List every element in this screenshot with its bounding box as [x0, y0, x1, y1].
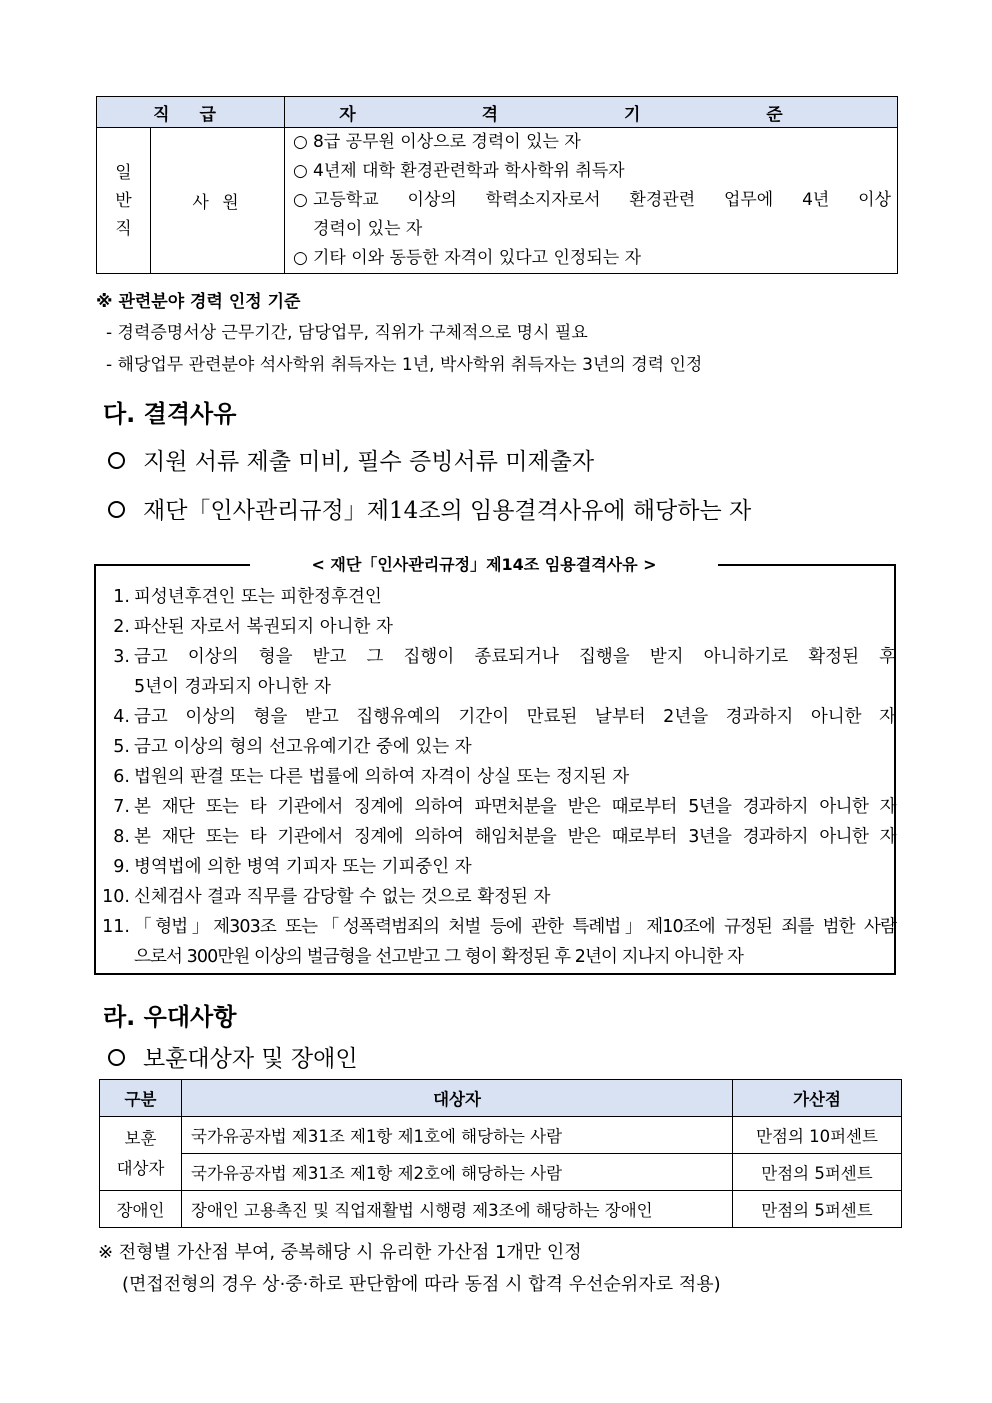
- rule-number: 5.: [113, 737, 130, 757]
- target-cell: 국가유공자법 제31조 제1항 제1호에 해당하는 사람: [182, 1117, 733, 1154]
- rule-item: [100, 912, 896, 942]
- rule-text: 으로서 300만원 이상의 벌금형을 선고받고 그 형이 확정된 후 2년이 지나지 아니한 자: [134, 947, 744, 967]
- criteria-item: ○ 기타 이와 동등한 자격이 있다고 인정되는 자: [293, 244, 891, 273]
- disqualification-item: 지원 서류 제출 미비, 필수 증빙서류 미제출자: [108, 443, 594, 476]
- footnote-line: (면접전형의 경우 상·중·하로 판단함에 따라 동점 시 합격 우선순위자로 적용): [122, 1274, 721, 1295]
- header-criteria: 자 격 기 준: [285, 97, 898, 128]
- criteria-cell: [285, 128, 898, 274]
- rule-number: 10.: [102, 887, 130, 907]
- circle-bullet: ○: [293, 190, 308, 210]
- group-disabled: 장애인: [100, 1191, 182, 1228]
- rule-item: [100, 852, 896, 882]
- career-note-item: - 해당업무 관련분야 석사학위 취득자는 1년, 박사학위 취득자는 3년의 경력 인정: [106, 355, 703, 375]
- rule-text: 피성년후견인 또는 피한정후견인: [134, 587, 382, 607]
- ring-bullet-icon: [108, 501, 125, 518]
- points-cell: 만점의 10퍼센트: [733, 1117, 902, 1154]
- group-veterans: 보훈 대상자: [100, 1117, 182, 1191]
- rule-number: 2.: [113, 617, 130, 637]
- category-char: 일: [115, 162, 132, 183]
- ring-bullet-icon: [108, 1049, 125, 1066]
- rule-text: 본 재단 또는 타 기관에서 징계에 의하여 해임처분을 받은 때로부터 3년을 경과하지 아니한 자: [134, 827, 896, 847]
- circle-bullet: ○: [293, 248, 308, 268]
- points-cell: 만점의 5퍼센트: [733, 1191, 902, 1228]
- preference-table: [99, 1079, 902, 1228]
- rule-text: 「형법」제303조 또는「성폭력범죄의 처벌 등에 관한 특례법」제10조에 규정된 죄를 범한 사람: [134, 917, 896, 937]
- career-note-title: ※ 관련분야 경력 인정 기준: [96, 292, 301, 312]
- rule-item: [100, 792, 896, 822]
- position-cell: 사 원: [151, 128, 285, 274]
- rule-text: 금고 이상의 형을 받고 그 집행이 종료되거나 집행을 받지 아니하기로 확정된 후: [134, 647, 896, 667]
- rule-item: [100, 732, 896, 762]
- rules-list: [100, 582, 896, 972]
- rule-item: [100, 582, 896, 612]
- rule-item: [100, 762, 896, 792]
- criteria-item: ○ 4년제 대학 환경관련학과 학사학위 취득자: [293, 157, 891, 186]
- rule-number: 7.: [113, 797, 130, 817]
- category-cell: [97, 128, 151, 274]
- circle-bullet: ○: [293, 132, 308, 152]
- ring-bullet-icon: [108, 452, 125, 469]
- points-cell: 만점의 5퍼센트: [733, 1154, 902, 1191]
- rule-text: 신체검사 결과 직무를 감당할 수 없는 것으로 확정된 자: [134, 887, 551, 907]
- rule-text: 금고 이상의 형의 선고유예기간 중에 있는 자: [134, 737, 472, 757]
- rule-number: 1.: [113, 587, 130, 607]
- target-cell: 장애인 고용촉진 및 직업재활법 시행령 제3조에 해당하는 장애인: [182, 1191, 733, 1228]
- rule-item: [100, 612, 896, 642]
- rule-text: 본 재단 또는 타 기관에서 징계에 의하여 파면처분을 받은 때로부터 5년을 경과하지 아니한 자: [134, 797, 896, 817]
- rule-text: 금고 이상의 형을 받고 집행유예의 기간이 만료된 날부터 2년을 경과하지 아니한 자: [134, 707, 896, 727]
- preference-item: 보훈대상자 및 장애인: [108, 1040, 358, 1073]
- header-points: 가산점: [733, 1080, 902, 1117]
- disqualification-item: 재단「인사관리규정」제14조의 임용결격사유에 해당하는 자: [108, 492, 751, 525]
- career-note-item: - 경력증명서상 근무기간, 담당업무, 직위가 구체적으로 명시 필요: [106, 323, 588, 343]
- category-char: 반: [115, 190, 132, 211]
- section-title-preference: 라. 우대사항: [103, 1003, 237, 1031]
- rule-number: 4.: [113, 707, 130, 727]
- rule-item: [100, 642, 896, 672]
- rule-text: 5년이 경과되지 아니한 자: [134, 677, 331, 697]
- section-title-disqualification: 다. 결격사유: [103, 400, 237, 428]
- circle-bullet: ○: [293, 161, 308, 181]
- criteria-item: ○ 고등학교 이상의 학력소지자로서 환경관련 업무에 4년 이상: [293, 186, 891, 215]
- header-grade: 직 급: [97, 97, 285, 128]
- category-char: 직: [115, 218, 132, 239]
- header-category: 구분: [100, 1080, 182, 1117]
- rule-number: 11.: [102, 917, 130, 937]
- rule-item: [100, 882, 896, 912]
- criteria-item-continued: 경력이 있는 자: [313, 219, 423, 239]
- rule-number: 3.: [113, 647, 130, 667]
- criteria-item: ○ 8급 공무원 이상으로 경력이 있는 자: [293, 128, 891, 157]
- qualification-table: [96, 96, 898, 274]
- rule-item: [100, 702, 896, 732]
- rule-text: 병역법에 의한 병역 기피자 또는 기피중인 자: [134, 857, 472, 877]
- rule-text: 법원의 판결 또는 다른 법률에 의하여 자격이 상실 또는 정지된 자: [134, 767, 630, 787]
- footnote-line: ※ 전형별 가산점 부여, 중복해당 시 유리한 가산점 1개만 인정: [98, 1242, 582, 1263]
- rule-item: [100, 942, 896, 972]
- rule-number: 9.: [113, 857, 130, 877]
- target-cell: 국가유공자법 제31조 제1항 제2호에 해당하는 사람: [182, 1154, 733, 1191]
- header-target: 대상자: [182, 1080, 733, 1117]
- rule-number: 8.: [113, 827, 130, 847]
- rule-item: [100, 672, 896, 702]
- rule-text: 파산된 자로서 복권되지 아니한 자: [134, 617, 393, 637]
- rule-item: [100, 822, 896, 852]
- rules-box-title: < 재단「인사관리규정」제14조 임용결격사유 >: [250, 552, 718, 575]
- rule-number: 6.: [113, 767, 130, 787]
